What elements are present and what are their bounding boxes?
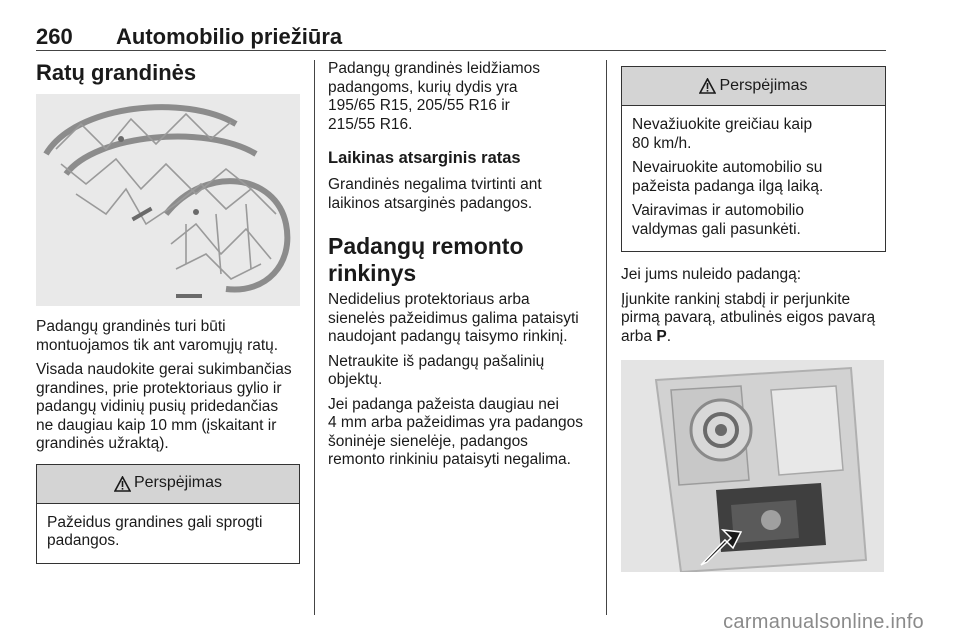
section-title-snow-chains: Ratų grandinės [36, 60, 197, 85]
column-divider [606, 60, 607, 615]
section-title-repair-kit: Padangų remonto rinkinys [328, 233, 524, 286]
paragraph-text: Įjunkite rankinį stabdį ir perjunkite pirmą pavarą, atbulinės eigos pavarą arba [621, 290, 876, 345]
gear-letter: P [656, 327, 667, 345]
warning-title [622, 67, 885, 106]
warning-text: Vairavimas ir automobilio valdymas gali pasunkėti. [632, 202, 804, 238]
chapter-title: Automobilio priežiūra [116, 24, 343, 49]
warning-title [37, 465, 299, 504]
snow-chains-illustration [36, 94, 300, 306]
warning-box [621, 66, 886, 252]
trunk-repair-kit-illustration [621, 360, 884, 572]
paragraph: Visada naudokite gerai sukimbančias grandines, prie protektoriaus gylio ir padangų vidinių pusių pridedančias ne daugiau kaip 10 mm (įskaitant ir grandinės užraktą). [36, 361, 292, 452]
subheading-temporary-spare: Laikinas atsarginis ratas [328, 149, 521, 167]
paragraph: Padangų grandinės leidžiamos padangoms, kurių dydis yra 195/65 R15, 205/55 R16 ir 215/55 R16. [328, 60, 540, 133]
paragraph: Jei padanga pažeista daugiau nei 4 mm arba pažeidimas yra padangos šoninėje sienelėje, padangos remonto rinkiniu pataisyti negalima. [328, 395, 584, 468]
warning-triangle-icon [114, 476, 131, 492]
warning-box [36, 464, 300, 564]
page-number: 260 [36, 24, 73, 49]
paragraph [621, 291, 886, 347]
paragraph: Jei jums nuleido padangą: [621, 266, 802, 283]
paragraph: Padangų grandinės turi būti montuojamos tik ant varomųjų ratų. [36, 318, 279, 354]
paragraph: Grandinės negalima tvirtinti ant laikinos atsarginės padangos. [328, 176, 542, 212]
warning-title-text: Perspėjimas [133, 474, 223, 492]
column-right [621, 60, 886, 572]
warning-triangle-icon [699, 78, 716, 94]
warning-text: Nevairuokite automobilio su pažeista padanga ilgą laiką. [632, 159, 824, 195]
paragraph: Nedidelius protektoriaus arba sienelės pažeidimus galima pataisyti naudojant padangų taisymo rinkinį. [328, 291, 579, 345]
paragraph-end: . [666, 327, 671, 345]
column-divider [314, 60, 315, 615]
page-header [36, 24, 886, 51]
paragraph: Netraukite iš padangų pašalinių objektų. [328, 352, 545, 388]
warning-title-text: Perspėjimas [719, 76, 808, 94]
column-left [36, 60, 300, 578]
warning-text: Nevažiuokite greičiau kaip 80 km/h. [632, 116, 813, 152]
watermark: carmanualsonline.info [723, 611, 924, 633]
column-middle [328, 60, 592, 476]
warning-text: Pažeidus grandines gali sprogti padangos. [47, 513, 263, 549]
